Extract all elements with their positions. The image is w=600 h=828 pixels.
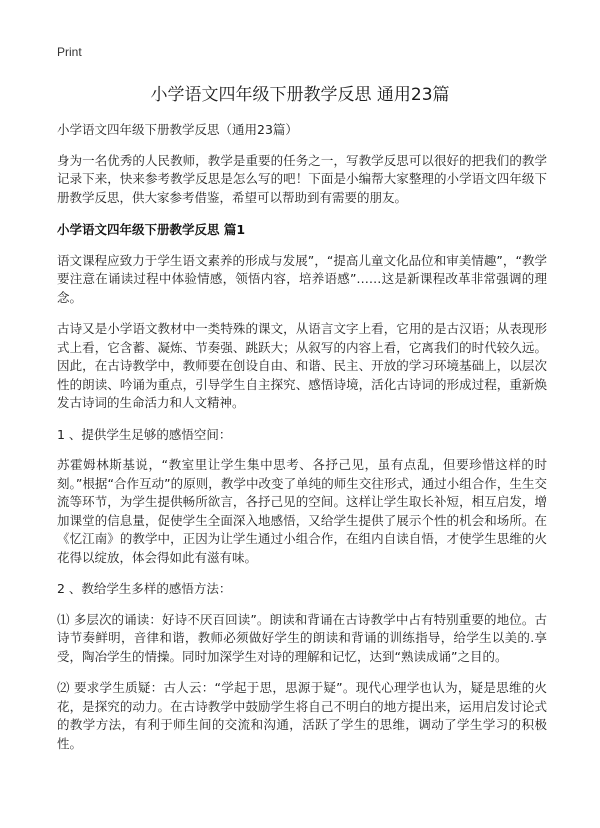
- paragraph-4: ⑴ 多层次的诵读：好诗不厌百回读”。朗读和背诵在古诗教学中占有特别重要的地位。古诗节奏鲜明，音律和谐，教师必须做好学生的朗读和背诵的训练指导，给学生以美的.享受，陶冶学生的情操。同时加深学生对诗的理解和记忆，达到“熟读成诵”之目的。: [57, 611, 547, 664]
- print-link[interactable]: Print: [57, 45, 82, 59]
- section-heading: 小学语文四年级下册教学反思 篇1: [57, 222, 246, 237]
- paragraph-2: 古诗又是小学语文教材中一类特殊的课文，从语言文字上看，它用的是古汉语；从表现形式上看，它含蓄、凝炼、节奏强、跳跃大；从叙写的内容上看，它离我们的时代较久远。因此，在古诗教学中，教师要在创设自由、和谐、民主、开放的学习环境基础上，以层次性的朗读、吟诵为重点，引导学生自主探究、感悟诗境，活化古诗词的形成过程，重新焕发古诗词的生命活力和人文精神。: [57, 321, 547, 410]
- paragraph-5: ⑵ 要求学生质疑：古人云：“学起于思，思源于疑”。现代心理学也认为，疑是思维的火花，是探究的动力。在古诗教学中鼓励学生将自己不明白的地方提出来，运用启发讨论式的教学方法，有利于师生间的交流和沟通，活跃了学生的思维，调动了学生学习的积极性。: [57, 680, 547, 751]
- paragraph-3: 苏霍姆林斯基说，“教室里让学生集中思考、各抒己见，虽有点乱，但要珍惜这样的时刻。”根据“合作互动”的原则，教学中改变了单纯的师生交往形式，通过小组合作，生生交流等环节，为学生提供畅所欲言，各抒己见的空间。这样让学生取长补短，相互启发，增加课堂的信息量，促使学生全面深入地感悟，又给学生提供了展示个性的机会和场所。在《忆江南》的教学中，正因为让学生通过小组合作，在组内自读自悟，才使学生思维的火花得以绽放，体会得如此有滋有味。: [57, 457, 547, 565]
- article-body: [57, 121, 547, 766]
- document-subtitle: 小学语文四年级下册教学反思（通用23篇）: [57, 122, 298, 137]
- point-2-heading: 2 、教给学生多样的感悟方法：: [57, 581, 232, 596]
- intro-paragraph: 身为一名优秀的人民教师，教学是重要的任务之一，写教学反思可以很好的把我们的教学记录下来，快来参考教学反思是怎么写的吧！下面是小编帮大家整理的小学语文四年级下册教学反思，供大家参考借鉴，希望可以帮助到有需要的朋友。: [57, 152, 547, 205]
- point-1-heading: 1 、提供学生足够的感悟空间：: [57, 426, 232, 442]
- page-title: 小学语文四年级下册教学反思 通用23篇: [150, 85, 450, 105]
- paragraph-1: 语文课程应致力于学生语文素养的形成与发展”，“提高儿童文化品位和审美情趣”，“教学要注意在诵读过程中体验情感，领悟内容，培养语感”……这是新课程改革非常强调的理念。: [57, 252, 547, 305]
